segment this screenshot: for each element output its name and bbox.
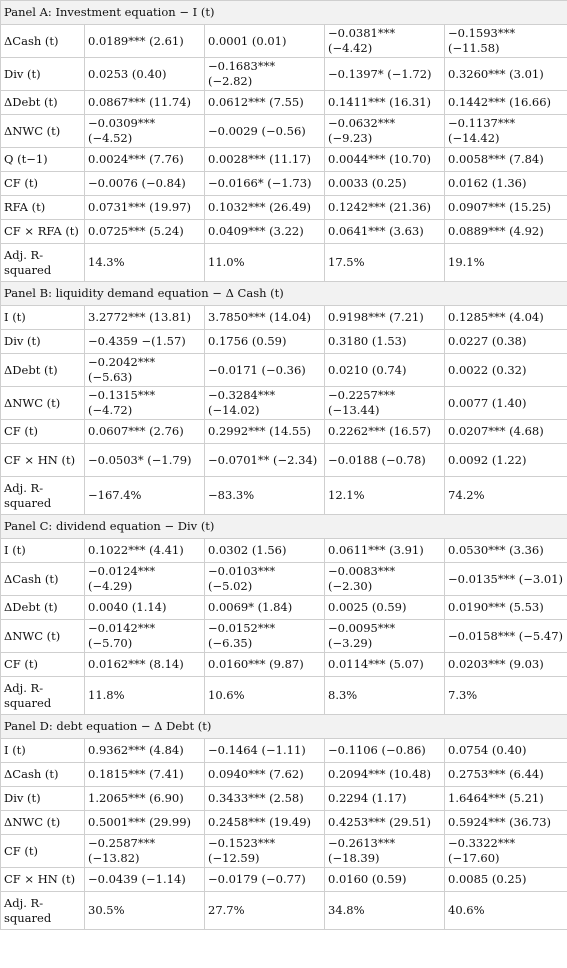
table-row bbox=[1, 620, 567, 653]
table-cell: 0.0114*** (5.07) bbox=[325, 653, 445, 677]
panel-title: Panel C: dividend equation − Div (t) bbox=[1, 515, 567, 539]
table-cell: 0.0253 (0.40) bbox=[85, 58, 205, 91]
table-cell: −0.0076 (−0.84) bbox=[85, 172, 205, 196]
table-row bbox=[1, 677, 567, 715]
row-label: Div (t) bbox=[1, 330, 85, 354]
row-label: Adj. R-squared bbox=[1, 477, 85, 515]
table-cell: −167.4% bbox=[85, 477, 205, 515]
table-cell: 0.0162*** (8.14) bbox=[85, 653, 205, 677]
table-row bbox=[1, 330, 567, 354]
table-cell: 0.1756 (0.59) bbox=[205, 330, 325, 354]
panel-title: Panel A: Investment equation − I (t) bbox=[1, 1, 567, 25]
table-row bbox=[1, 196, 567, 220]
table-row bbox=[1, 892, 567, 930]
table-cell: 34.8% bbox=[325, 892, 445, 930]
row-label: ΔDebt (t) bbox=[1, 91, 85, 115]
table-row bbox=[1, 172, 567, 196]
table-cell: −0.0158*** (−5.47) bbox=[445, 620, 567, 653]
panel-header-row bbox=[1, 1, 567, 25]
table-cell: −0.0142*** (−5.70) bbox=[85, 620, 205, 653]
table-cell: −0.0135*** (−3.01) bbox=[445, 563, 567, 596]
table-cell: 0.0409*** (3.22) bbox=[205, 220, 325, 244]
table-cell: 0.2294 (1.17) bbox=[325, 787, 445, 811]
row-label: ΔDebt (t) bbox=[1, 354, 85, 387]
table-cell: 0.5924*** (36.73) bbox=[445, 811, 567, 835]
table-cell: −0.2587*** (−13.82) bbox=[85, 835, 205, 868]
panel-header-row bbox=[1, 715, 567, 739]
table-cell: −0.0701** (−2.34) bbox=[205, 444, 325, 477]
row-label: CF (t) bbox=[1, 653, 85, 677]
row-label: Div (t) bbox=[1, 58, 85, 91]
table-row bbox=[1, 148, 567, 172]
panel-header-row bbox=[1, 282, 567, 306]
row-label: CF (t) bbox=[1, 835, 85, 868]
table-cell: −0.0029 (−0.56) bbox=[205, 115, 325, 148]
table-row bbox=[1, 115, 567, 148]
row-label: ΔNWC (t) bbox=[1, 387, 85, 420]
table-cell: 0.0889*** (4.92) bbox=[445, 220, 567, 244]
row-label: ΔCash (t) bbox=[1, 563, 85, 596]
row-label: Q (t−1) bbox=[1, 148, 85, 172]
row-label: CF (t) bbox=[1, 420, 85, 444]
panel-title: Panel D: debt equation − Δ Debt (t) bbox=[1, 715, 567, 739]
table-cell: −0.0166* (−1.73) bbox=[205, 172, 325, 196]
row-label: ΔNWC (t) bbox=[1, 620, 85, 653]
table-row bbox=[1, 244, 567, 282]
table-cell: 0.3260*** (3.01) bbox=[445, 58, 567, 91]
table-cell: 0.0028*** (11.17) bbox=[205, 148, 325, 172]
table-cell: 0.0611*** (3.91) bbox=[325, 539, 445, 563]
table-cell: 0.1242*** (21.36) bbox=[325, 196, 445, 220]
table-row bbox=[1, 787, 567, 811]
table-row bbox=[1, 220, 567, 244]
table-row bbox=[1, 58, 567, 91]
table-row bbox=[1, 739, 567, 763]
table-cell: −0.1683*** (−2.82) bbox=[205, 58, 325, 91]
row-label: I (t) bbox=[1, 739, 85, 763]
table-cell: −0.1397* (−1.72) bbox=[325, 58, 445, 91]
table-cell: 0.9198*** (7.21) bbox=[325, 306, 445, 330]
table-cell: 0.0058*** (7.84) bbox=[445, 148, 567, 172]
table-cell: −0.0503* (−1.79) bbox=[85, 444, 205, 477]
table-cell: 0.0189*** (2.61) bbox=[85, 25, 205, 58]
table-cell: 11.0% bbox=[205, 244, 325, 282]
table-cell: −0.3322*** (−17.60) bbox=[445, 835, 567, 868]
table-cell: 0.0612*** (7.55) bbox=[205, 91, 325, 115]
table-cell: 1.6464*** (5.21) bbox=[445, 787, 567, 811]
table-cell: −0.4359 −(1.57) bbox=[85, 330, 205, 354]
table-row bbox=[1, 420, 567, 444]
table-body bbox=[1, 1, 567, 930]
table-cell: 0.0641*** (3.63) bbox=[325, 220, 445, 244]
table-cell: 0.0085 (0.25) bbox=[445, 868, 567, 892]
table-cell: 0.5001*** (29.99) bbox=[85, 811, 205, 835]
table-cell: −0.0381*** (−4.42) bbox=[325, 25, 445, 58]
table-cell: 19.1% bbox=[445, 244, 567, 282]
table-cell: −0.1106 (−0.86) bbox=[325, 739, 445, 763]
table-cell: 0.0160 (0.59) bbox=[325, 868, 445, 892]
table-cell: 0.0001 (0.01) bbox=[205, 25, 325, 58]
table-cell: 12.1% bbox=[325, 477, 445, 515]
table-cell: −0.0171 (−0.36) bbox=[205, 354, 325, 387]
row-label: I (t) bbox=[1, 306, 85, 330]
row-label: ΔNWC (t) bbox=[1, 811, 85, 835]
table-cell: 0.3180 (1.53) bbox=[325, 330, 445, 354]
table-cell: 0.0033 (0.25) bbox=[325, 172, 445, 196]
panel-header-row bbox=[1, 515, 567, 539]
table-cell: 27.7% bbox=[205, 892, 325, 930]
table-row bbox=[1, 25, 567, 58]
row-label: Div (t) bbox=[1, 787, 85, 811]
row-label: CF × HN (t) bbox=[1, 868, 85, 892]
row-label: RFA (t) bbox=[1, 196, 85, 220]
table-cell: 3.7850*** (14.04) bbox=[205, 306, 325, 330]
table-cell: 0.0907*** (15.25) bbox=[445, 196, 567, 220]
table-cell: 0.0025 (0.59) bbox=[325, 596, 445, 620]
table-cell: 0.0302 (1.56) bbox=[205, 539, 325, 563]
table-row bbox=[1, 444, 567, 477]
table-cell: 11.8% bbox=[85, 677, 205, 715]
table-cell: −0.1137*** (−14.42) bbox=[445, 115, 567, 148]
table-cell: −0.3284*** (−14.02) bbox=[205, 387, 325, 420]
table-cell: 0.9362*** (4.84) bbox=[85, 739, 205, 763]
row-label: ΔCash (t) bbox=[1, 763, 85, 787]
table-cell: 0.0190*** (5.53) bbox=[445, 596, 567, 620]
row-label: Adj. R-squared bbox=[1, 244, 85, 282]
table-cell: −0.0179 (−0.77) bbox=[205, 868, 325, 892]
table-cell: −0.1523*** (−12.59) bbox=[205, 835, 325, 868]
table-cell: 0.0069* (1.84) bbox=[205, 596, 325, 620]
table-row bbox=[1, 477, 567, 515]
table-row bbox=[1, 91, 567, 115]
row-label: Adj. R-squared bbox=[1, 677, 85, 715]
table-row bbox=[1, 306, 567, 330]
row-label: CF × RFA (t) bbox=[1, 220, 85, 244]
table-cell: 0.0044*** (10.70) bbox=[325, 148, 445, 172]
table-row bbox=[1, 539, 567, 563]
table-cell: −0.2042*** (−5.63) bbox=[85, 354, 205, 387]
row-label: CF (t) bbox=[1, 172, 85, 196]
table-cell: 0.0162 (1.36) bbox=[445, 172, 567, 196]
table-cell: 0.0040 (1.14) bbox=[85, 596, 205, 620]
table-cell: 0.0022 (0.32) bbox=[445, 354, 567, 387]
table-row bbox=[1, 763, 567, 787]
table-cell: 0.0024*** (7.76) bbox=[85, 148, 205, 172]
table-cell: 0.0940*** (7.62) bbox=[205, 763, 325, 787]
table-cell: 40.6% bbox=[445, 892, 567, 930]
table-cell: −0.0188 (−0.78) bbox=[325, 444, 445, 477]
table-row bbox=[1, 563, 567, 596]
table-cell: 0.1022*** (4.41) bbox=[85, 539, 205, 563]
table-cell: 3.2772*** (13.81) bbox=[85, 306, 205, 330]
table-cell: 0.4253*** (29.51) bbox=[325, 811, 445, 835]
table-cell: −0.1464 (−1.11) bbox=[205, 739, 325, 763]
table-cell: 0.0077 (1.40) bbox=[445, 387, 567, 420]
table-cell: 0.1032*** (26.49) bbox=[205, 196, 325, 220]
table-cell: −0.0439 (−1.14) bbox=[85, 868, 205, 892]
panel-title: Panel B: liquidity demand equation − Δ Cash (t) bbox=[1, 282, 567, 306]
row-label: CF × HN (t) bbox=[1, 444, 85, 477]
table-cell: 17.5% bbox=[325, 244, 445, 282]
table-cell: 0.0867*** (11.74) bbox=[85, 91, 205, 115]
table-row bbox=[1, 835, 567, 868]
table-cell: 0.0092 (1.22) bbox=[445, 444, 567, 477]
table-cell: −0.0632*** (−9.23) bbox=[325, 115, 445, 148]
table-cell: 0.1411*** (16.31) bbox=[325, 91, 445, 115]
table-row bbox=[1, 811, 567, 835]
table-cell: 0.0754 (0.40) bbox=[445, 739, 567, 763]
table-cell: −0.1593*** (−11.58) bbox=[445, 25, 567, 58]
table-cell: 0.0203*** (9.03) bbox=[445, 653, 567, 677]
table-row bbox=[1, 387, 567, 420]
table-cell: 0.0227 (0.38) bbox=[445, 330, 567, 354]
table-row bbox=[1, 653, 567, 677]
table-cell: 0.0530*** (3.36) bbox=[445, 539, 567, 563]
row-label: ΔNWC (t) bbox=[1, 115, 85, 148]
table-cell: 74.2% bbox=[445, 477, 567, 515]
table-cell: 10.6% bbox=[205, 677, 325, 715]
table-cell: 14.3% bbox=[85, 244, 205, 282]
table-cell: 0.1815*** (7.41) bbox=[85, 763, 205, 787]
table-cell: 0.0725*** (5.24) bbox=[85, 220, 205, 244]
table-cell: −0.2613*** (−18.39) bbox=[325, 835, 445, 868]
table-cell: 0.0607*** (2.76) bbox=[85, 420, 205, 444]
row-label: Adj. R-squared bbox=[1, 892, 85, 930]
table-cell: −83.3% bbox=[205, 477, 325, 515]
table-cell: −0.1315*** (−4.72) bbox=[85, 387, 205, 420]
table-cell: 0.3433*** (2.58) bbox=[205, 787, 325, 811]
table-cell: 7.3% bbox=[445, 677, 567, 715]
table-cell: 0.2262*** (16.57) bbox=[325, 420, 445, 444]
table-cell: 0.1442*** (16.66) bbox=[445, 91, 567, 115]
row-label: ΔDebt (t) bbox=[1, 596, 85, 620]
table-cell: 0.0207*** (4.68) bbox=[445, 420, 567, 444]
table-cell: 0.0731*** (19.97) bbox=[85, 196, 205, 220]
table-cell: 0.0160*** (9.87) bbox=[205, 653, 325, 677]
table-cell: 8.3% bbox=[325, 677, 445, 715]
table-cell: 0.2992*** (14.55) bbox=[205, 420, 325, 444]
row-label: ΔCash (t) bbox=[1, 25, 85, 58]
table-cell: 0.0210 (0.74) bbox=[325, 354, 445, 387]
table-cell: −0.0103*** (−5.02) bbox=[205, 563, 325, 596]
table-cell: 30.5% bbox=[85, 892, 205, 930]
table-cell: 0.2094*** (10.48) bbox=[325, 763, 445, 787]
table-cell: −0.0152*** (−6.35) bbox=[205, 620, 325, 653]
table-row bbox=[1, 354, 567, 387]
table-cell: −0.0083*** (−2.30) bbox=[325, 563, 445, 596]
table-row bbox=[1, 596, 567, 620]
table-cell: −0.0095*** (−3.29) bbox=[325, 620, 445, 653]
table-cell: −0.0124*** (−4.29) bbox=[85, 563, 205, 596]
table-cell: −0.0309*** (−4.52) bbox=[85, 115, 205, 148]
table-cell: 0.2458*** (19.49) bbox=[205, 811, 325, 835]
table-cell: −0.2257*** (−13.44) bbox=[325, 387, 445, 420]
row-label: I (t) bbox=[1, 539, 85, 563]
table-cell: 1.2065*** (6.90) bbox=[85, 787, 205, 811]
table-row bbox=[1, 868, 567, 892]
table-cell: 0.1285*** (4.04) bbox=[445, 306, 567, 330]
table-cell: 0.2753*** (6.44) bbox=[445, 763, 567, 787]
